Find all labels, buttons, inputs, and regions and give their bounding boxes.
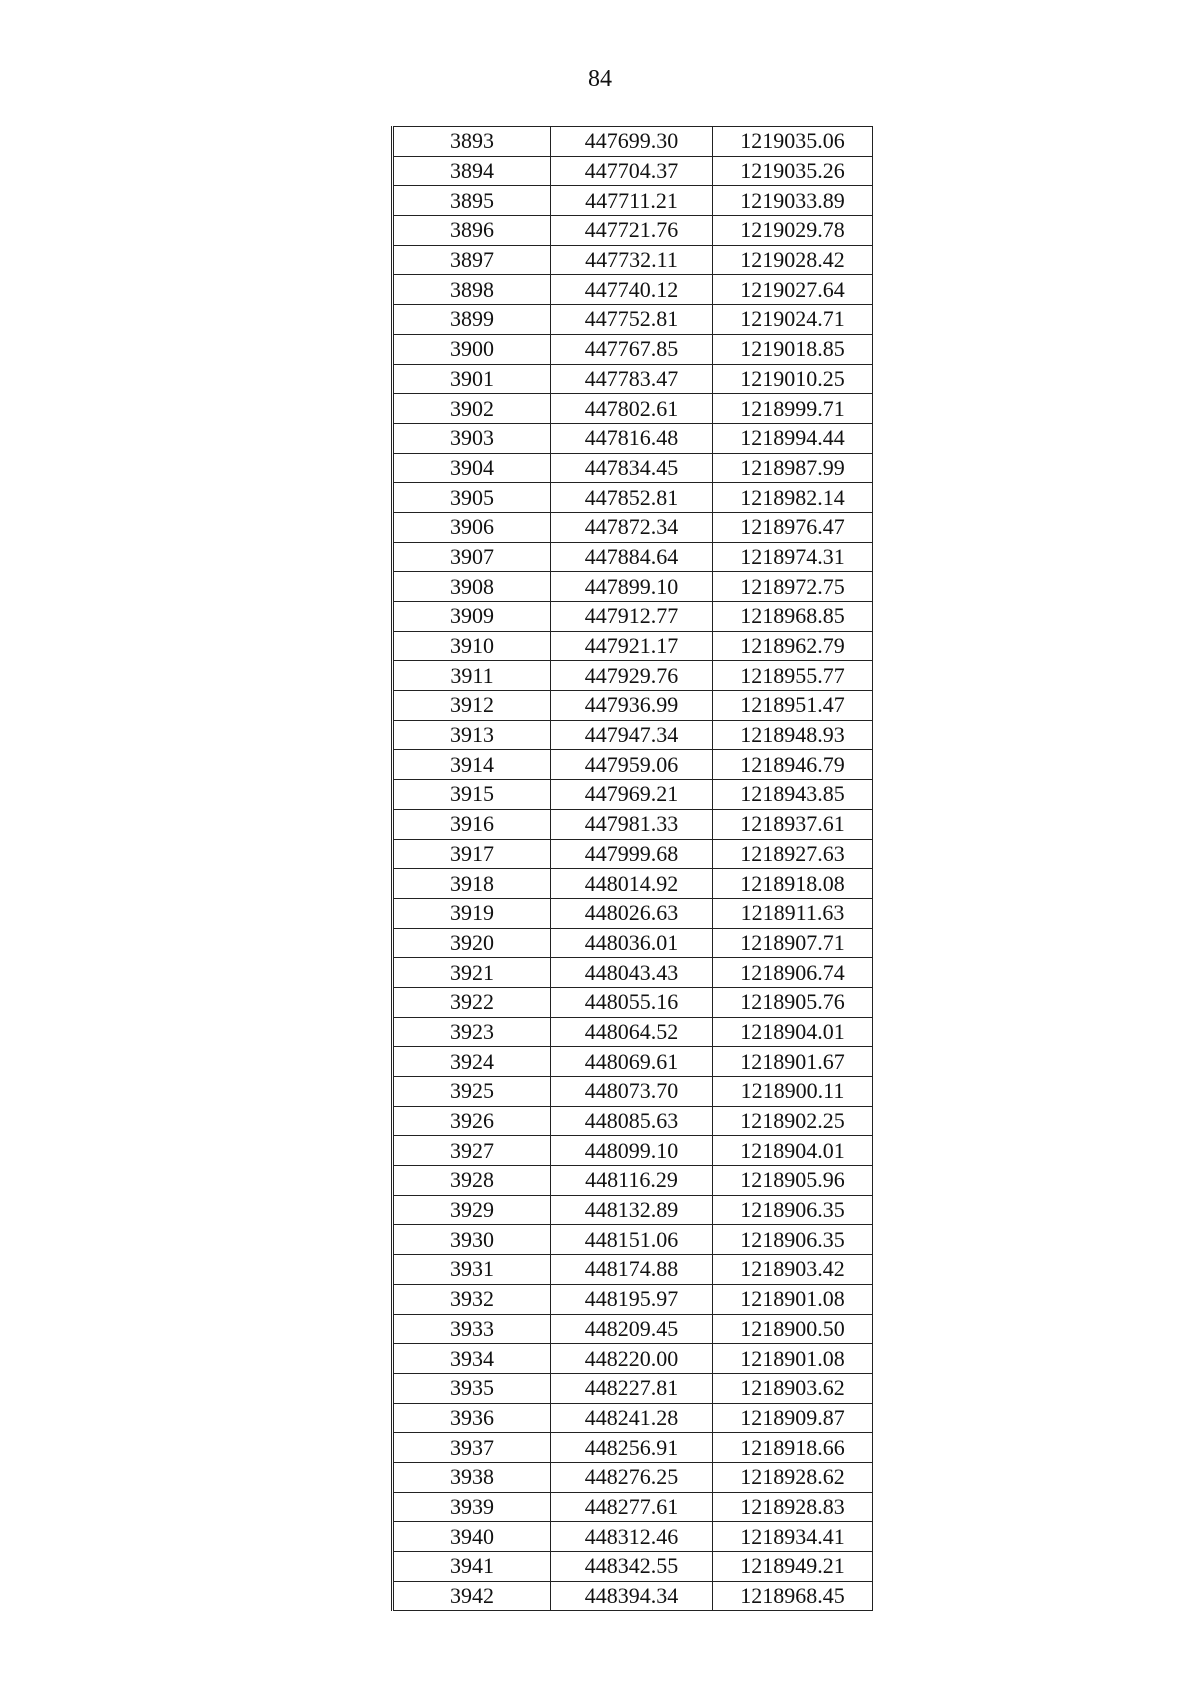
page-number: 84 bbox=[588, 66, 612, 92]
table-row bbox=[393, 1344, 873, 1374]
x-coordinate-cell: 448276.25 bbox=[551, 1462, 713, 1492]
point-number-cell: 3909 bbox=[393, 602, 551, 632]
y-coordinate-cell: 1218909.87 bbox=[713, 1403, 873, 1433]
point-number-cell: 3901 bbox=[393, 364, 551, 394]
y-coordinate-cell: 1218982.14 bbox=[713, 483, 873, 513]
point-number-cell: 3926 bbox=[393, 1106, 551, 1136]
point-number-cell: 3925 bbox=[393, 1077, 551, 1107]
x-coordinate-cell: 448209.45 bbox=[551, 1314, 713, 1344]
y-coordinate-cell: 1218903.42 bbox=[713, 1255, 873, 1285]
table-row bbox=[393, 572, 873, 602]
table-row bbox=[393, 1433, 873, 1463]
point-number-cell: 3932 bbox=[393, 1284, 551, 1314]
x-coordinate-cell: 447699.30 bbox=[551, 127, 713, 157]
x-coordinate-cell: 447767.85 bbox=[551, 334, 713, 364]
table-row bbox=[393, 780, 873, 810]
point-number-cell: 3893 bbox=[393, 127, 551, 157]
x-coordinate-cell: 448277.61 bbox=[551, 1492, 713, 1522]
y-coordinate-cell: 1218900.50 bbox=[713, 1314, 873, 1344]
x-coordinate-cell: 448241.28 bbox=[551, 1403, 713, 1433]
y-coordinate-cell: 1218937.61 bbox=[713, 809, 873, 839]
table-row bbox=[393, 928, 873, 958]
x-coordinate-cell: 448055.16 bbox=[551, 987, 713, 1017]
y-coordinate-cell: 1218976.47 bbox=[713, 512, 873, 542]
table-row bbox=[393, 483, 873, 513]
y-coordinate-cell: 1218946.79 bbox=[713, 750, 873, 780]
y-coordinate-cell: 1218934.41 bbox=[713, 1522, 873, 1552]
x-coordinate-cell: 447732.11 bbox=[551, 245, 713, 275]
point-number-cell: 3907 bbox=[393, 542, 551, 572]
table-row bbox=[393, 1581, 873, 1611]
point-number-cell: 3903 bbox=[393, 423, 551, 453]
point-number-cell: 3923 bbox=[393, 1017, 551, 1047]
point-number-cell: 3942 bbox=[393, 1581, 551, 1611]
x-coordinate-cell: 447834.45 bbox=[551, 453, 713, 483]
point-number-cell: 3934 bbox=[393, 1344, 551, 1374]
table-row bbox=[393, 1225, 873, 1255]
table-row bbox=[393, 275, 873, 305]
table-row bbox=[393, 987, 873, 1017]
y-coordinate-cell: 1219024.71 bbox=[713, 305, 873, 335]
table-row bbox=[393, 1492, 873, 1522]
point-number-cell: 3929 bbox=[393, 1195, 551, 1225]
y-coordinate-cell: 1218974.31 bbox=[713, 542, 873, 572]
point-number-cell: 3927 bbox=[393, 1136, 551, 1166]
y-coordinate-cell: 1218907.71 bbox=[713, 928, 873, 958]
x-coordinate-cell: 448014.92 bbox=[551, 869, 713, 899]
y-coordinate-cell: 1218918.08 bbox=[713, 869, 873, 899]
y-coordinate-cell: 1218900.11 bbox=[713, 1077, 873, 1107]
y-coordinate-cell: 1218905.96 bbox=[713, 1166, 873, 1196]
point-number-cell: 3937 bbox=[393, 1433, 551, 1463]
x-coordinate-cell: 447721.76 bbox=[551, 216, 713, 246]
y-coordinate-cell: 1218968.85 bbox=[713, 602, 873, 632]
x-coordinate-cell: 448036.01 bbox=[551, 928, 713, 958]
point-number-cell: 3940 bbox=[393, 1522, 551, 1552]
table-row bbox=[393, 602, 873, 632]
point-number-cell: 3911 bbox=[393, 661, 551, 691]
point-number-cell: 3915 bbox=[393, 780, 551, 810]
table-row bbox=[393, 334, 873, 364]
point-number-cell: 3930 bbox=[393, 1225, 551, 1255]
x-coordinate-cell: 448116.29 bbox=[551, 1166, 713, 1196]
y-coordinate-cell: 1219035.06 bbox=[713, 127, 873, 157]
x-coordinate-cell: 447752.81 bbox=[551, 305, 713, 335]
x-coordinate-cell: 448394.34 bbox=[551, 1581, 713, 1611]
y-coordinate-cell: 1218943.85 bbox=[713, 780, 873, 810]
x-coordinate-cell: 448220.00 bbox=[551, 1344, 713, 1374]
point-number-cell: 3935 bbox=[393, 1373, 551, 1403]
x-coordinate-cell: 447912.77 bbox=[551, 602, 713, 632]
table-row bbox=[393, 958, 873, 988]
table-row bbox=[393, 542, 873, 572]
table-row bbox=[393, 1373, 873, 1403]
y-coordinate-cell: 1218987.99 bbox=[713, 453, 873, 483]
x-coordinate-cell: 448342.55 bbox=[551, 1552, 713, 1582]
y-coordinate-cell: 1218951.47 bbox=[713, 691, 873, 721]
point-number-cell: 3913 bbox=[393, 720, 551, 750]
y-coordinate-cell: 1218928.83 bbox=[713, 1492, 873, 1522]
table-row bbox=[393, 1552, 873, 1582]
y-coordinate-cell: 1218903.62 bbox=[713, 1373, 873, 1403]
x-coordinate-cell: 447947.34 bbox=[551, 720, 713, 750]
point-number-cell: 3919 bbox=[393, 898, 551, 928]
point-number-cell: 3900 bbox=[393, 334, 551, 364]
x-coordinate-cell: 448151.06 bbox=[551, 1225, 713, 1255]
point-number-cell: 3920 bbox=[393, 928, 551, 958]
x-coordinate-cell: 447969.21 bbox=[551, 780, 713, 810]
x-coordinate-cell: 447981.33 bbox=[551, 809, 713, 839]
x-coordinate-cell: 447740.12 bbox=[551, 275, 713, 305]
point-number-cell: 3899 bbox=[393, 305, 551, 335]
table-row bbox=[393, 1077, 873, 1107]
point-number-cell: 3916 bbox=[393, 809, 551, 839]
point-number-cell: 3895 bbox=[393, 186, 551, 216]
table-row bbox=[393, 423, 873, 453]
coordinates-table bbox=[391, 126, 873, 1611]
y-coordinate-cell: 1219028.42 bbox=[713, 245, 873, 275]
table-row bbox=[393, 1106, 873, 1136]
point-number-cell: 3938 bbox=[393, 1462, 551, 1492]
y-coordinate-cell: 1218904.01 bbox=[713, 1017, 873, 1047]
y-coordinate-cell: 1218949.21 bbox=[713, 1552, 873, 1582]
table-row bbox=[393, 364, 873, 394]
y-coordinate-cell: 1219010.25 bbox=[713, 364, 873, 394]
table-row bbox=[393, 1166, 873, 1196]
y-coordinate-cell: 1218994.44 bbox=[713, 423, 873, 453]
y-coordinate-cell: 1219029.78 bbox=[713, 216, 873, 246]
table-row bbox=[393, 1522, 873, 1552]
y-coordinate-cell: 1219033.89 bbox=[713, 186, 873, 216]
table-row bbox=[393, 1403, 873, 1433]
y-coordinate-cell: 1218904.01 bbox=[713, 1136, 873, 1166]
y-coordinate-cell: 1219035.26 bbox=[713, 156, 873, 186]
y-coordinate-cell: 1218906.35 bbox=[713, 1225, 873, 1255]
x-coordinate-cell: 448174.88 bbox=[551, 1255, 713, 1285]
point-number-cell: 3933 bbox=[393, 1314, 551, 1344]
point-number-cell: 3941 bbox=[393, 1552, 551, 1582]
table-row bbox=[393, 750, 873, 780]
x-coordinate-cell: 448069.61 bbox=[551, 1047, 713, 1077]
x-coordinate-cell: 447704.37 bbox=[551, 156, 713, 186]
table-row bbox=[393, 394, 873, 424]
point-number-cell: 3928 bbox=[393, 1166, 551, 1196]
table-row bbox=[393, 1255, 873, 1285]
table-row bbox=[393, 216, 873, 246]
coordinates-table-body bbox=[393, 127, 873, 1611]
point-number-cell: 3921 bbox=[393, 958, 551, 988]
point-number-cell: 3914 bbox=[393, 750, 551, 780]
table-row bbox=[393, 127, 873, 157]
point-number-cell: 3917 bbox=[393, 839, 551, 869]
x-coordinate-cell: 447921.17 bbox=[551, 631, 713, 661]
y-coordinate-cell: 1218928.62 bbox=[713, 1462, 873, 1492]
point-number-cell: 3905 bbox=[393, 483, 551, 513]
y-coordinate-cell: 1218906.74 bbox=[713, 958, 873, 988]
point-number-cell: 3939 bbox=[393, 1492, 551, 1522]
x-coordinate-cell: 447936.99 bbox=[551, 691, 713, 721]
table-row bbox=[393, 245, 873, 275]
x-coordinate-cell: 447872.34 bbox=[551, 512, 713, 542]
y-coordinate-cell: 1218968.45 bbox=[713, 1581, 873, 1611]
point-number-cell: 3898 bbox=[393, 275, 551, 305]
y-coordinate-cell: 1218906.35 bbox=[713, 1195, 873, 1225]
point-number-cell: 3906 bbox=[393, 512, 551, 542]
x-coordinate-cell: 447959.06 bbox=[551, 750, 713, 780]
y-coordinate-cell: 1218901.08 bbox=[713, 1284, 873, 1314]
x-coordinate-cell: 447884.64 bbox=[551, 542, 713, 572]
x-coordinate-cell: 447929.76 bbox=[551, 661, 713, 691]
y-coordinate-cell: 1218927.63 bbox=[713, 839, 873, 869]
x-coordinate-cell: 448043.43 bbox=[551, 958, 713, 988]
x-coordinate-cell: 447816.48 bbox=[551, 423, 713, 453]
x-coordinate-cell: 448064.52 bbox=[551, 1017, 713, 1047]
y-coordinate-cell: 1218918.66 bbox=[713, 1433, 873, 1463]
x-coordinate-cell: 448195.97 bbox=[551, 1284, 713, 1314]
table-row bbox=[393, 1136, 873, 1166]
table-row bbox=[393, 809, 873, 839]
x-coordinate-cell: 447899.10 bbox=[551, 572, 713, 602]
point-number-cell: 3922 bbox=[393, 987, 551, 1017]
x-coordinate-cell: 447802.61 bbox=[551, 394, 713, 424]
x-coordinate-cell: 448099.10 bbox=[551, 1136, 713, 1166]
table-row bbox=[393, 898, 873, 928]
y-coordinate-cell: 1219027.64 bbox=[713, 275, 873, 305]
point-number-cell: 3902 bbox=[393, 394, 551, 424]
x-coordinate-cell: 448132.89 bbox=[551, 1195, 713, 1225]
table-row bbox=[393, 1047, 873, 1077]
x-coordinate-cell: 448256.91 bbox=[551, 1433, 713, 1463]
y-coordinate-cell: 1218901.08 bbox=[713, 1344, 873, 1374]
x-coordinate-cell: 448227.81 bbox=[551, 1373, 713, 1403]
table-row bbox=[393, 661, 873, 691]
x-coordinate-cell: 448073.70 bbox=[551, 1077, 713, 1107]
x-coordinate-cell: 448085.63 bbox=[551, 1106, 713, 1136]
table-row bbox=[393, 691, 873, 721]
table-row bbox=[393, 1284, 873, 1314]
point-number-cell: 3894 bbox=[393, 156, 551, 186]
point-number-cell: 3918 bbox=[393, 869, 551, 899]
y-coordinate-cell: 1218972.75 bbox=[713, 572, 873, 602]
y-coordinate-cell: 1218902.25 bbox=[713, 1106, 873, 1136]
table-row bbox=[393, 1462, 873, 1492]
table-row bbox=[393, 839, 873, 869]
y-coordinate-cell: 1218955.77 bbox=[713, 661, 873, 691]
table-row bbox=[393, 186, 873, 216]
point-number-cell: 3896 bbox=[393, 216, 551, 246]
x-coordinate-cell: 447999.68 bbox=[551, 839, 713, 869]
table-row bbox=[393, 1017, 873, 1047]
x-coordinate-cell: 448312.46 bbox=[551, 1522, 713, 1552]
point-number-cell: 3904 bbox=[393, 453, 551, 483]
y-coordinate-cell: 1219018.85 bbox=[713, 334, 873, 364]
y-coordinate-cell: 1218962.79 bbox=[713, 631, 873, 661]
table-row bbox=[393, 1195, 873, 1225]
y-coordinate-cell: 1218911.63 bbox=[713, 898, 873, 928]
y-coordinate-cell: 1218999.71 bbox=[713, 394, 873, 424]
y-coordinate-cell: 1218948.93 bbox=[713, 720, 873, 750]
point-number-cell: 3936 bbox=[393, 1403, 551, 1433]
point-number-cell: 3897 bbox=[393, 245, 551, 275]
point-number-cell: 3908 bbox=[393, 572, 551, 602]
table-row bbox=[393, 869, 873, 899]
y-coordinate-cell: 1218905.76 bbox=[713, 987, 873, 1017]
point-number-cell: 3931 bbox=[393, 1255, 551, 1285]
table-row bbox=[393, 156, 873, 186]
point-number-cell: 3912 bbox=[393, 691, 551, 721]
x-coordinate-cell: 447711.21 bbox=[551, 186, 713, 216]
x-coordinate-cell: 447852.81 bbox=[551, 483, 713, 513]
table-row bbox=[393, 1314, 873, 1344]
point-number-cell: 3910 bbox=[393, 631, 551, 661]
table-row bbox=[393, 305, 873, 335]
x-coordinate-cell: 448026.63 bbox=[551, 898, 713, 928]
table-row bbox=[393, 631, 873, 661]
x-coordinate-cell: 447783.47 bbox=[551, 364, 713, 394]
table-row bbox=[393, 453, 873, 483]
table-row bbox=[393, 720, 873, 750]
table-row bbox=[393, 512, 873, 542]
point-number-cell: 3924 bbox=[393, 1047, 551, 1077]
y-coordinate-cell: 1218901.67 bbox=[713, 1047, 873, 1077]
